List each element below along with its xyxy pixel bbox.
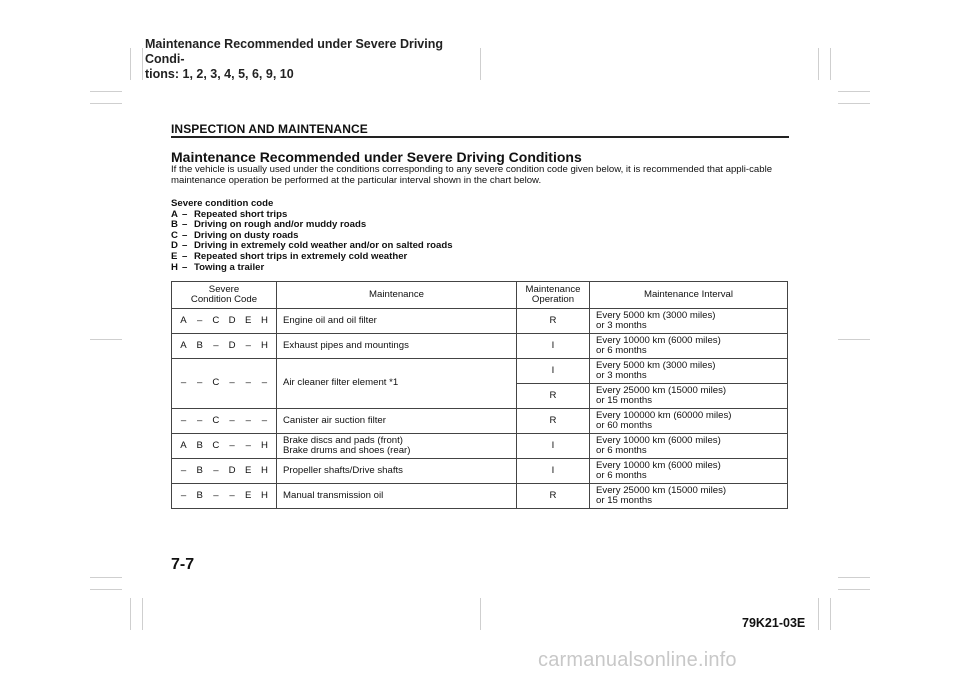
page-number: 7-7 bbox=[171, 556, 195, 573]
crop-mark bbox=[838, 339, 870, 340]
page-title: Maintenance Recommended under Severe Driving Conditions bbox=[171, 149, 582, 165]
operation-cell: R bbox=[517, 384, 590, 409]
table-row bbox=[172, 484, 788, 509]
crop-mark bbox=[130, 598, 131, 630]
crop-mark bbox=[142, 48, 143, 80]
condition-code-item: D – Driving in extremely cold weather and/or on salted roads bbox=[171, 240, 453, 252]
table-row bbox=[172, 409, 788, 434]
interval-cell: Every 10000 km (6000 miles) or 6 months bbox=[590, 459, 788, 484]
maintenance-cell: Propeller shafts/Drive shafts bbox=[277, 459, 517, 484]
intro-paragraph: If the vehicle is usually used under the conditions corresponding to any severe condition code given below, it is recommended that appli-cable maintenance operation be performed at the particular interval shown in the chart below. bbox=[171, 164, 773, 186]
crop-mark bbox=[838, 103, 870, 104]
crop-mark bbox=[90, 589, 122, 590]
operation-cell: R bbox=[517, 484, 590, 509]
condition-code-item: A – Repeated short trips bbox=[171, 208, 288, 220]
interval-cell: Every 5000 km (3000 miles) or 3 months bbox=[590, 359, 788, 384]
maintenance-cell: Manual transmission oil bbox=[277, 484, 517, 509]
condition-code-heading: Severe condition code bbox=[171, 198, 274, 209]
condition-code-item: B – Driving on rough and/or muddy roads bbox=[171, 219, 367, 231]
interval-cell: Every 25000 km (15000 miles) or 15 months bbox=[590, 384, 788, 409]
condition-codes-cell: A B – D – H bbox=[172, 334, 277, 359]
maintenance-cell: Canister air suction filter bbox=[277, 409, 517, 434]
operation-cell: I bbox=[517, 359, 590, 384]
crop-mark bbox=[130, 48, 131, 80]
column-header-maintenance: Maintenance bbox=[277, 282, 517, 309]
crop-mark bbox=[830, 598, 831, 630]
maintenance-table bbox=[171, 281, 788, 509]
crop-mark bbox=[838, 91, 870, 92]
section-rule bbox=[171, 136, 789, 138]
operation-cell: R bbox=[517, 409, 590, 434]
operation-cell: I bbox=[517, 334, 590, 359]
maintenance-cell: Brake discs and pads (front) Brake drums and shoes (rear) bbox=[277, 434, 517, 459]
operation-cell: I bbox=[517, 434, 590, 459]
crop-mark bbox=[480, 598, 481, 630]
interval-cell: Every 10000 km (6000 miles) or 6 months bbox=[590, 434, 788, 459]
crop-mark bbox=[90, 103, 122, 104]
table-row bbox=[172, 459, 788, 484]
document-code: 79K21-03E bbox=[742, 616, 806, 630]
condition-codes-cell: – B – – E H bbox=[172, 484, 277, 509]
maintenance-cell: Air cleaner filter element *1 bbox=[277, 359, 517, 409]
table-row bbox=[172, 434, 788, 459]
crop-mark bbox=[90, 339, 122, 340]
interval-cell: Every 25000 km (15000 miles) or 15 months bbox=[590, 484, 788, 509]
table-header-row bbox=[172, 282, 788, 309]
section-title: INSPECTION AND MAINTENANCE bbox=[171, 122, 368, 136]
watermark-text: carmanualsonline.info bbox=[538, 649, 737, 671]
interval-cell: Every 100000 km (60000 miles) or 60 months bbox=[590, 409, 788, 434]
crop-mark bbox=[838, 577, 870, 578]
crop-mark bbox=[818, 48, 819, 80]
running-header: Maintenance Recommended under Severe Driving Condi- tions: 1, 2, 3, 4, 5, 6, 9, 10 bbox=[145, 37, 444, 81]
crop-mark bbox=[830, 48, 831, 80]
condition-codes-cell: – – C – – – bbox=[172, 359, 277, 409]
operation-cell: R bbox=[517, 309, 590, 334]
condition-codes-cell: – – C – – – bbox=[172, 409, 277, 434]
condition-codes-cell: A B C – – H bbox=[172, 434, 277, 459]
crop-mark bbox=[90, 577, 122, 578]
table-row bbox=[172, 334, 788, 359]
condition-code-item: E – Repeated short trips in extremely cold weather bbox=[171, 250, 408, 262]
column-header-code: Severe Condition Code bbox=[172, 282, 277, 309]
operation-cell: I bbox=[517, 459, 590, 484]
column-header-operation: Maintenance Operation bbox=[517, 282, 590, 309]
crop-mark bbox=[818, 598, 819, 630]
condition-codes-cell: – B – D E H bbox=[172, 459, 277, 484]
condition-code-item: H – Towing a trailer bbox=[171, 261, 265, 273]
table-row bbox=[172, 309, 788, 334]
interval-cell: Every 10000 km (6000 miles) or 6 months bbox=[590, 334, 788, 359]
maintenance-cell: Exhaust pipes and mountings bbox=[277, 334, 517, 359]
crop-mark bbox=[142, 598, 143, 630]
condition-codes-cell: A – C D E H bbox=[172, 309, 277, 334]
condition-code-list bbox=[171, 199, 453, 273]
maintenance-cell: Engine oil and oil filter bbox=[277, 309, 517, 334]
condition-code-item: C – Driving on dusty roads bbox=[171, 229, 299, 241]
crop-mark bbox=[838, 589, 870, 590]
column-header-interval: Maintenance Interval bbox=[590, 282, 788, 309]
table-row bbox=[172, 359, 788, 384]
interval-cell: Every 5000 km (3000 miles) or 3 months bbox=[590, 309, 788, 334]
crop-mark bbox=[90, 91, 122, 92]
